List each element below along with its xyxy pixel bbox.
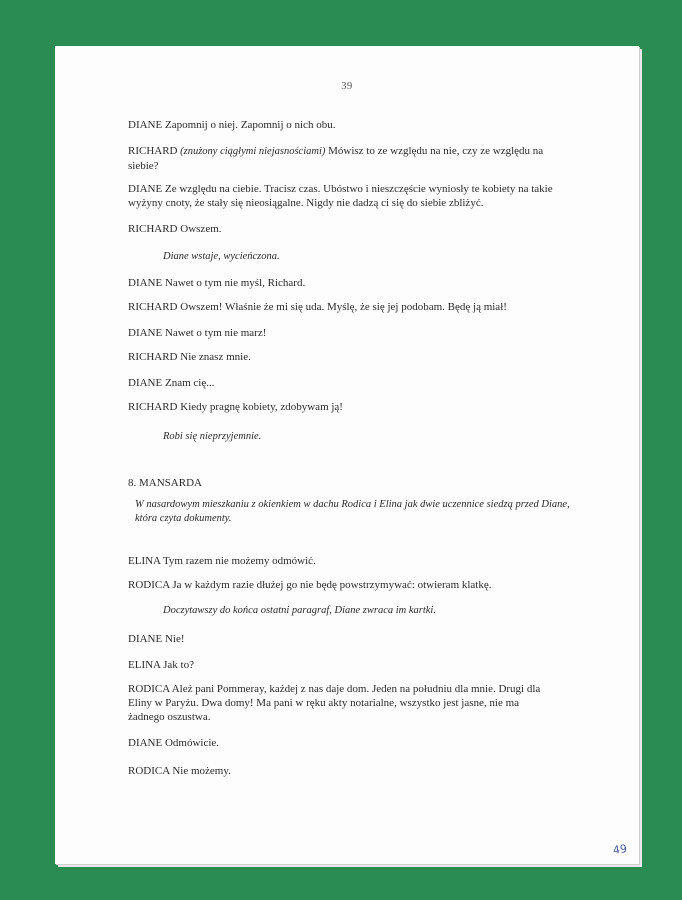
document-page: [55, 46, 639, 864]
dialogue-text: Znam cię...: [162, 377, 215, 389]
dialogue-line: [128, 736, 558, 750]
dialogue-line: [128, 222, 558, 236]
dialogue-line: [128, 376, 558, 390]
dialogue-line: [128, 578, 558, 592]
speaker-name: ELINA: [128, 555, 161, 567]
dialogue-text: Nie znasz mnie.: [177, 351, 251, 363]
speaker-name: RICHARD: [128, 223, 178, 235]
dialogue-text: Jak to?: [160, 659, 194, 671]
speaker-name: ELINA: [128, 659, 161, 671]
dialogue-text: Tym razem nie możemy odmówić.: [160, 555, 316, 567]
dialogue-line: [128, 764, 558, 778]
dialogue-line: [128, 350, 558, 364]
dialogue-text: Ze względu na ciebie. Tracisz czas. Ubóstwo i nieszczęście wyniosły te kobiety na takie wyżyny cnoty, że stały się nieosiągalne. Nigdy nie dadzą ci się do siebie zbliżyć.: [128, 183, 553, 209]
stage-direction: W nasardowym mieszkaniu z okienkiem w dachu Rodica i Elina jak dwie uczennice siedzą przed Diane, która czyta dokumenty.: [135, 499, 570, 524]
stage-direction: Diane wstaje, wycieńczona.: [163, 251, 280, 262]
speaker-name: RICHARD: [128, 351, 178, 363]
dialogue-line: [128, 658, 558, 672]
dialogue-text: Ależ pani Pommeray, każdej z nas daje dom. Jeden na południu dla mnie. Drugi dla Eliny w Paryżu. Dwa domy! Ma pani w ręku akty notarialne, wszystko jest jasne, nie ma żadnego oszustwa.: [128, 683, 541, 723]
dialogue-line: [128, 682, 558, 724]
dialogue-text: Owszem.: [177, 223, 222, 235]
speaker-name: RODICA: [128, 579, 170, 591]
dialogue-line: [128, 554, 558, 568]
speaker-name: DIANE: [128, 183, 163, 195]
dialogue-text: Nawet o tym nie marz!: [162, 327, 267, 339]
parenthetical-direction: (znużony ciągłymi niejasnościami): [177, 146, 326, 157]
dialogue-line: [128, 118, 558, 132]
dialogue-line: [128, 300, 558, 314]
dialogue-text: Ja w każdym razie dłużej go nie będę powstrzymywać: otwieram klatkę.: [169, 579, 492, 591]
speaker-name: DIANE: [128, 119, 163, 131]
dialogue-line: [128, 400, 558, 414]
speaker-name: DIANE: [128, 737, 163, 749]
speaker-name: DIANE: [128, 377, 163, 389]
dialogue-text: Owszem! Właśnie że mi się uda. Myślę, że się jej podobam. Będę ją miał!: [177, 301, 507, 313]
dialogue-text: Nie!: [162, 633, 185, 645]
handwritten-page-number: 49: [612, 842, 628, 857]
speaker-name: RICHARD: [128, 301, 178, 313]
speaker-name: DIANE: [128, 327, 163, 339]
dialogue-text: Kiedy pragnę kobiety, zdobywam ją!: [177, 401, 343, 413]
dialogue-line: [128, 182, 558, 210]
dialogue-line: [128, 276, 558, 290]
speaker-name: DIANE: [128, 277, 163, 289]
stage-direction: Robi się nieprzyjemnie.: [163, 431, 262, 442]
dialogue-line: [128, 144, 558, 173]
speaker-name: DIANE: [128, 633, 163, 645]
dialogue-text: Nawet o tym nie myśl, Richard.: [162, 277, 306, 289]
stage-direction: Doczytawszy do końca ostatni paragraf, Diane zwraca im kartki.: [163, 605, 436, 616]
page-number: 39: [341, 81, 353, 92]
scene-heading: 8. MANSARDA: [128, 477, 202, 489]
dialogue-line: [128, 632, 558, 646]
speaker-name: RODICA: [128, 683, 170, 695]
dialogue-text: Mówisz to ze względu na nie, czy ze względu na siebie?: [128, 145, 544, 172]
dialogue-text: Nie możemy.: [169, 765, 231, 777]
speaker-name: RICHARD: [128, 401, 178, 413]
dialogue-text: Odmówicie.: [162, 737, 220, 749]
dialogue-text: Zapomnij o niej. Zapomnij o nich obu.: [162, 119, 336, 131]
speaker-name: RICHARD: [128, 145, 178, 157]
speaker-name: RODICA: [128, 765, 170, 777]
dialogue-line: [128, 326, 558, 340]
